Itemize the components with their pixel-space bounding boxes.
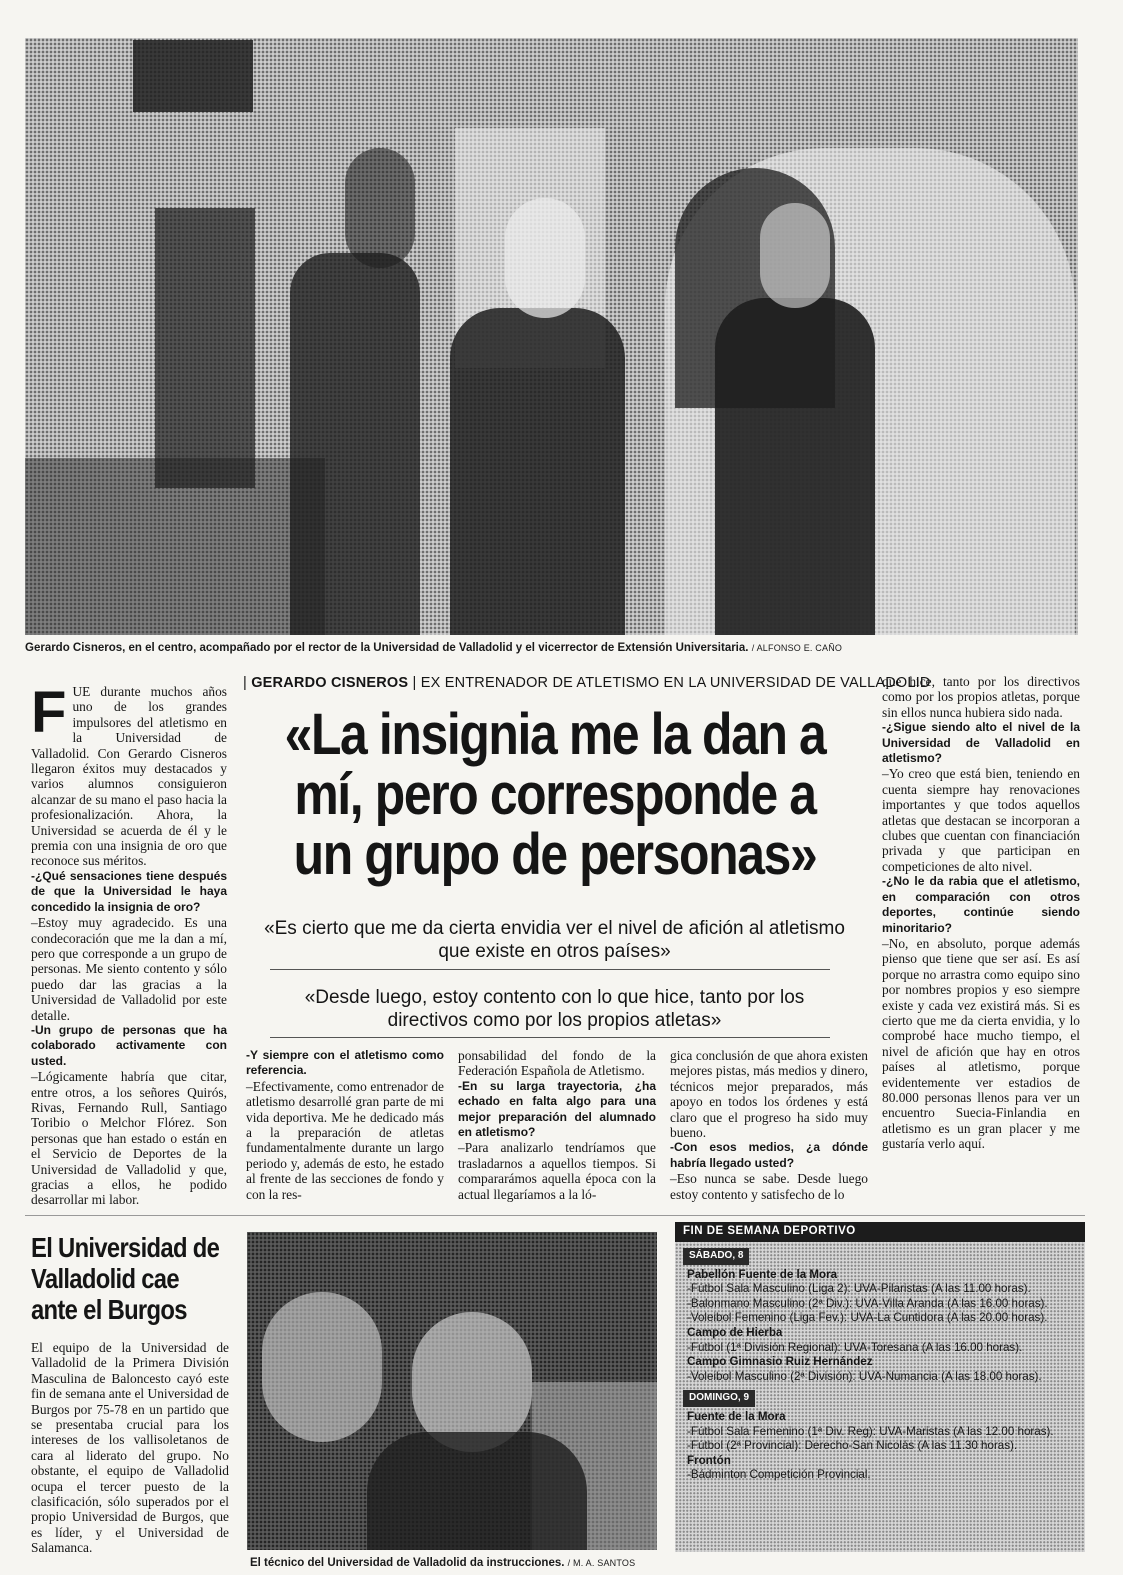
player-face — [262, 1292, 382, 1442]
headline — [241, 702, 869, 887]
agenda-title: FIN DE SEMANA DEPORTIVO — [675, 1222, 1085, 1242]
kicker-name: GERARDO CISNEROS — [251, 675, 409, 691]
agenda-item: -Bádminton Competición Provincial. — [687, 1468, 871, 1482]
article-column-2 — [246, 1048, 444, 1202]
headline-line: mí, pero corresponde a — [294, 762, 816, 827]
agenda-item: -Fútbol Sala Masculino (Liga 2): UVA-Pilaristas (A las 11.00 horas). — [687, 1282, 1031, 1296]
agenda-item: -Balonmano Masculino (2ª Div.): UVA-Villa Aranda (A las 16.00 horas). — [687, 1296, 1048, 1310]
question: -¿Sigue siendo alto el nivel de la Universidad de Valladolid en atletismo? — [882, 720, 1080, 766]
person-center — [450, 308, 625, 635]
photo-credit: / M. A. SANTOS — [567, 1558, 636, 1568]
agenda-item: -Fútbol Sala Femenino (1ª Div. Reg): UVA-Maristas (A las 12.00 horas). — [687, 1424, 1054, 1438]
bottom-photo-caption — [250, 1557, 660, 1569]
pull-quote-1: «Es cierto que me da cierta envidia ver el nivel de afición al atletismo que existe en otros países» — [264, 918, 845, 962]
question: -Y siempre con el atletismo como referencia. — [246, 1048, 444, 1078]
headline-line: un grupo de personas» — [293, 822, 817, 887]
agenda-venue: Campo de Hierba — [687, 1325, 783, 1339]
question: -¿No le da rabia que el atletismo, en comparación con otros deportes, continúe siendo minoritario? — [882, 874, 1080, 935]
agenda-day-label: SÁBADO, 8 — [683, 1248, 749, 1265]
answer: –Eso nunca se sabe. Desde luego estoy contento y satisfecho de lo — [670, 1171, 868, 1202]
coach-face — [412, 1312, 532, 1452]
question: -Con esos medios, ¿a dónde habría llegado usted? — [670, 1140, 868, 1170]
answer: –Para analizarlo tendríamos que trasladarnos a aquellos tiempos. Si compararámos aquella época con la actual llegaríamos a la ló- — [458, 1140, 656, 1202]
answer: –Efectivamente, como entrenador de atletismo desarrollé gran parte de mi vida deportiva. Me he dedicado más a la preparación de atletas fundamentalmente durante un largo periodo y, además de esto, he estado al frente de las secciones de fondo y con la res- — [246, 1078, 444, 1202]
brief-title-line: ante el Burgos — [31, 1294, 187, 1325]
drop-cap: F — [31, 680, 67, 745]
top-photo — [25, 38, 1078, 635]
photo-credit: / ALFONSO E. CAÑO — [751, 643, 843, 653]
agenda-item: -Voleibol Masculino (2ª División): UVA-Numancia (A las 18.00 horas). — [687, 1369, 1042, 1383]
question: -¿Qué sensaciones tiene después de que la Universidad le haya concedido la insignia de oro? — [31, 868, 227, 914]
section-divider — [25, 1215, 1085, 1216]
caption-text: Gerardo Cisneros, en el centro, acompañado por el rector de la Universidad de Valladolid y el vicerrector de Extensión Universitaria. — [25, 642, 749, 654]
brief-title-line: El Universidad de — [31, 1232, 220, 1263]
answer: ponsabilidad del fondo de la Federación Española de Atletismo. — [458, 1048, 656, 1079]
wall-picture — [133, 40, 253, 112]
answer: –Estoy muy agradecido. Es una condecoración que me la dan a mí, pero que corresponde a un grupo de personas. Me siento contento y sólo puedo dar las gracias a la Universidad de Valladolid por este detalle. — [31, 915, 227, 1023]
pull-quote-2: «Desde luego, estoy contento con lo que hice, tanto por los directivos como por los propios atletas» — [304, 987, 805, 1031]
answer: que hice, tanto por los directivos como por los propios atletas, porque sin ellos nunca hubiera sido nada. — [882, 674, 1080, 720]
answer: –Yo creo que está bien, teniendo en cuenta siempre hay renovaciones importantes y que todos aquellos atletas que destacan se incorporan a clubes que cuentan con financiación privada y que participan en competiciones de alto nivel. — [882, 766, 1080, 874]
question: -Un grupo de personas que ha colaborado activamente con usted. — [31, 1022, 227, 1068]
answer: –Lógicamente habría que citar, entre otros, a los señores Quirós, Rivas, Fernando Rull, Santiago Toribio o Melchor Flórez. Son personas que han estado o están en el Servicio de Deportes de la Universidad de Valladolid y que, gracias a ellos, he podido desarrollar mi labor. — [31, 1069, 227, 1208]
caption-text: El técnico del Universidad de Valladolid da instrucciones. — [250, 1557, 565, 1569]
person-left — [290, 253, 420, 635]
brief-title-line: Valladolid cae — [31, 1263, 179, 1294]
article-column-4 — [670, 1048, 868, 1202]
brief-body: El equipo de la Universidad de Valladolid de la Primera División Masculina de Baloncesto cayó este fin de semana ante el Universidad de Burgos por 75-78 en un partido que se presentaba crucial para los intereses de los vallisoletanos de cara al liderato del grupo. No obstante, el equipo de Valladolid ocupa el tercer puesto de la clasificación, sólo superados por el propio Universidad de Burgos, que es líder, y el Universidad de Salamanca. — [31, 1340, 229, 1556]
kicker-role: EX ENTRENADOR DE ATLETISMO EN LA UNIVERSIDAD DE VALLADOLID — [420, 675, 931, 691]
agenda-venue: Campo Gimnasio Ruiz Hernández — [687, 1355, 873, 1369]
agenda-days — [675, 1242, 1085, 1483]
headline-line: «La insignia me la dan a — [284, 702, 826, 767]
agenda-venue: Fuente de la Mora — [687, 1409, 786, 1423]
sports-agenda — [675, 1222, 1085, 1552]
divider — [270, 1037, 830, 1038]
top-photo-caption — [25, 642, 1085, 654]
bottom-photo — [247, 1232, 657, 1550]
answer: gica conclusión de que ahora existen mejores pistas, más medios y dinero, técnicos mejor preparados, más apoyo en todos los órdenes y está claro que el progreso ha sido muy bueno. — [670, 1048, 868, 1141]
article-intro: FUE durante muchos años uno de los grandes impulsores del atletismo en la Universidad de Valladolid. Con Gerardo Cisneros llegaron éxitos muy destacados y varios alumnos consiguieron alcanzar de su mano el paso hacia la profesionalización. Ahora, la Universidad se acuerda de él y le premia con una insignia de oro que reconoce sus méritos. — [31, 680, 227, 869]
agenda-venue: Frontón — [687, 1453, 731, 1467]
agenda-venue: Pabellón Fuente de la Mora — [687, 1267, 838, 1281]
agenda-item: -Fútbol (2ª Provincial): Derecho-San Nicolás (A las 11.30 horas). — [687, 1439, 1018, 1453]
answer: –No, en absoluto, porque además pienso que tiene que ser así. Es así porque no arrastra como equipo sino por nombres propios y eso siempre existe y cada vez existirá más. Si es cierto que me da cierta envidia, y lo comprobé hace mucho tiempo, el nivel de afición que hay en otros países al atletismo, porque evidentemente ver estadios de 80.000 personas llenos para ver un encuentro Suecia-Finlandia en atletismo es un gran placer y me gustaría verlo aquí. — [882, 935, 1080, 1152]
question: -En su larga trayectoria, ¿ha echado en falta algo para una mejor preparación del alumnado en atletismo? — [458, 1078, 656, 1140]
person-right — [715, 298, 875, 635]
article-column-5 — [882, 674, 1080, 1152]
divider — [270, 969, 830, 970]
agenda-item: -Voleibol Femenino (Liga Fev.): UVA-La Cuntidora (A las 20.00 horas). — [687, 1311, 1048, 1325]
article-column-1 — [31, 680, 227, 1208]
agenda-day-label: DOMINGO, 9 — [683, 1390, 755, 1407]
brief-title — [31, 1232, 227, 1325]
agenda-item: -Fútbol (1ª División Regional): UVA-Toresana (A las 16.00 horas). — [687, 1340, 1023, 1354]
article-column-3 — [458, 1048, 656, 1202]
kicker: | GERARDO CISNEROS | EX ENTRENADOR DE ATLETISMO EN LA UNIVERSIDAD DE VALLADOLID — [243, 675, 931, 691]
